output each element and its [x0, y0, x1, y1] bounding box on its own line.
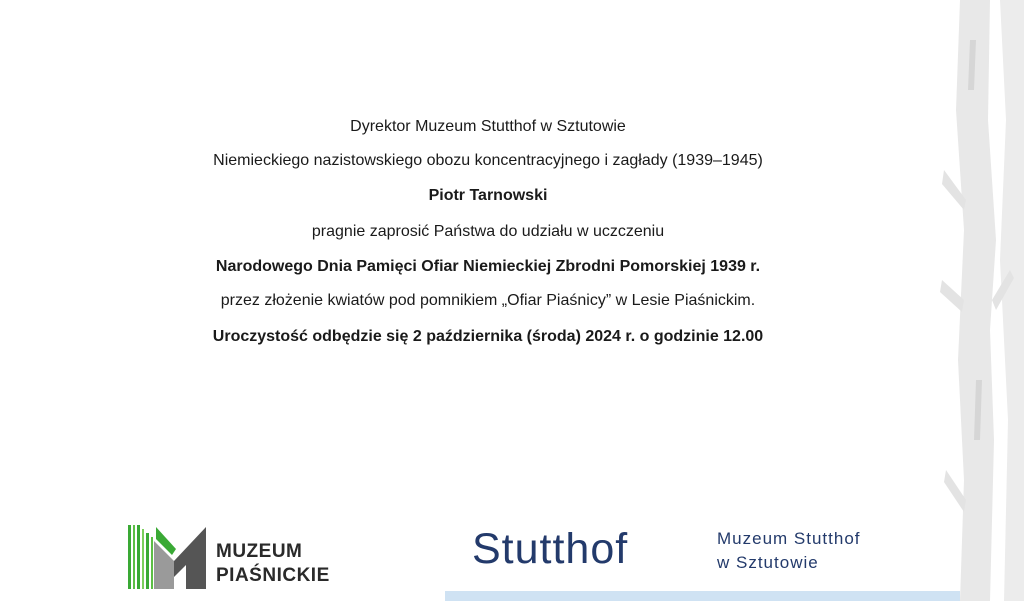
invitation-line-flowers: przez złożenie kwiatów pod pomnikiem „Ofiar Piaśnicy” w Lesie Piaśnickim. [220, 292, 756, 309]
stutthof-subtitle-line2: w Sztutowie [717, 553, 819, 572]
muzeum-piasnickie-line1: MUZEUM [216, 541, 303, 562]
invitation-line-camp-name: Niemieckiego nazistowskiego obozu koncentracyjnego i zagłady (1939–1945) [213, 152, 763, 169]
event-name: Narodowego Dnia Pamięci Ofiar Niemieckiej Zbrodni Pomorskiej 1939 r. [215, 258, 761, 275]
invitation-line-director-title: Dyrektor Muzeum Stutthof w Sztutowie [350, 118, 626, 135]
stutthof-subtitle-line1: Muzeum Stutthof [717, 529, 861, 548]
ceremony-info: Uroczystość odbędzie się 2 października (środa) 2024 r. o godzinie 12.00 [212, 328, 764, 345]
muzeum-piasnickie-logo [126, 521, 356, 593]
muzeum-piasnickie-line2: PIAŚNICKIE [216, 565, 330, 586]
director-name: Piotr Tarnowski [428, 187, 548, 204]
muzeum-piasnickie-logo-mark [126, 521, 210, 593]
stutthof-wordmark: Stutthof [472, 525, 629, 573]
stutthof-accent-bar [445, 591, 960, 601]
invitation-line-invite: pragnie zaprosić Państwa do udziału w uczczeniu [311, 223, 665, 240]
